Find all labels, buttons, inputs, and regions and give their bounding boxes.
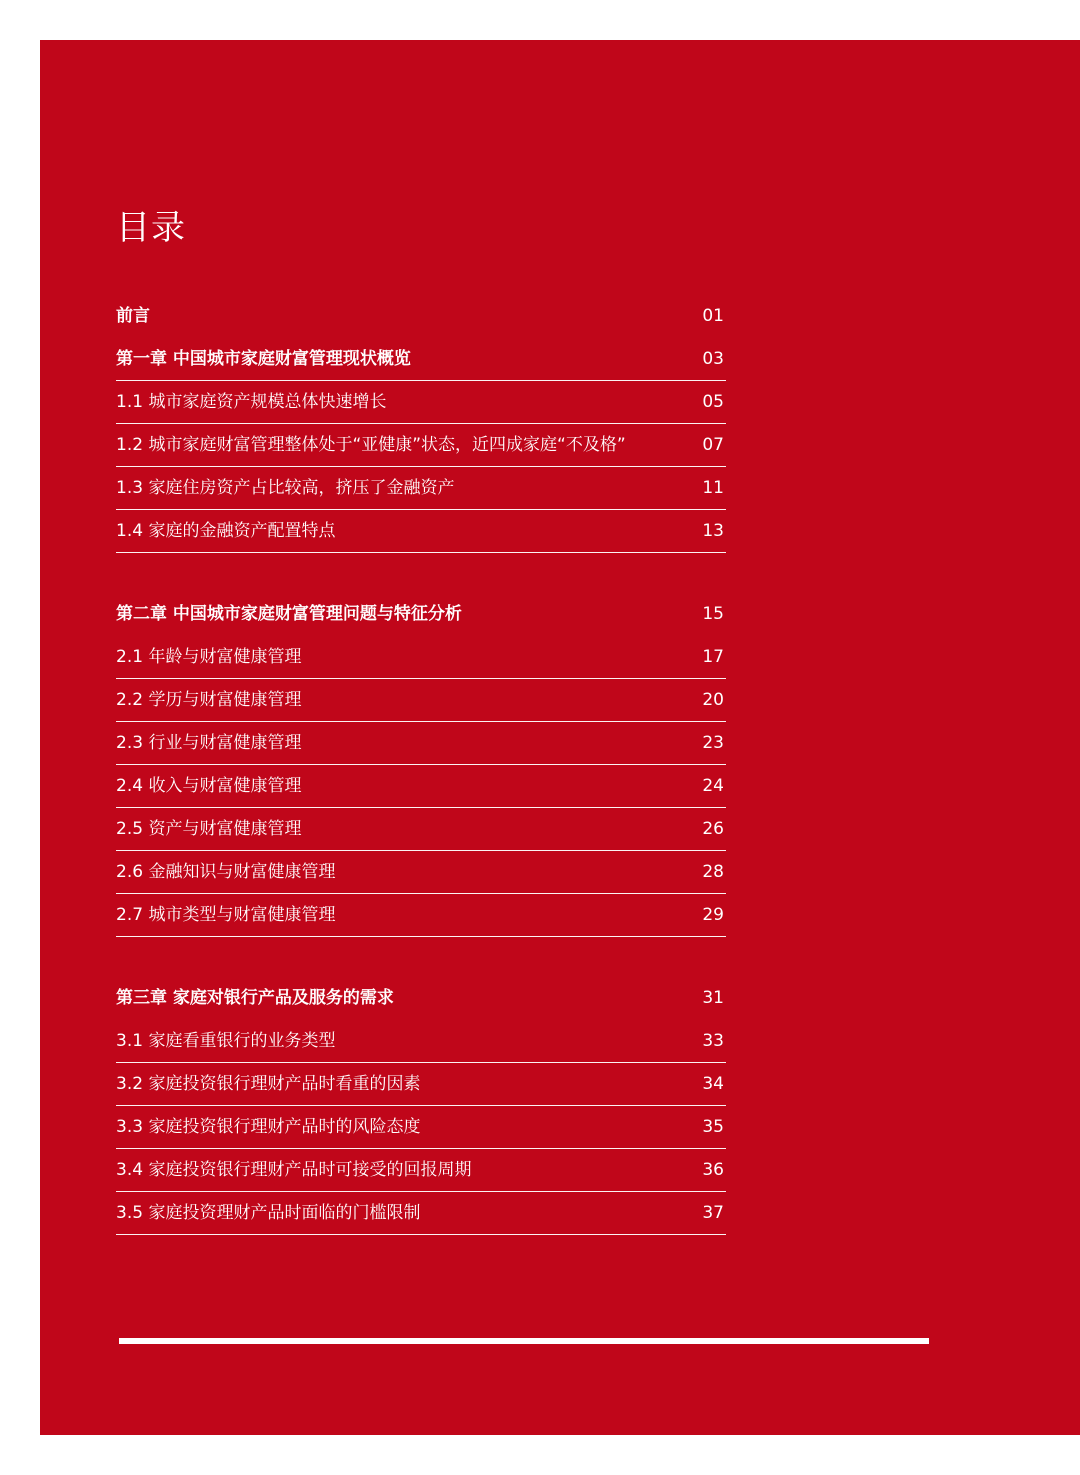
toc-entry-page: 15 bbox=[702, 604, 724, 624]
toc-entry-page: 23 bbox=[702, 733, 724, 753]
toc-entry-label: 2.5 资产与财富健康管理 bbox=[116, 819, 302, 839]
toc-chapter-1[interactable] bbox=[116, 338, 726, 381]
toc-section-1-1[interactable] bbox=[116, 381, 726, 424]
toc-entry-label: 1.2 城市家庭财富管理整体处于“亚健康”状态，近四成家庭“不及格” bbox=[116, 435, 626, 455]
toc-entry-label: 第三章 家庭对银行产品及服务的需求 bbox=[116, 988, 394, 1008]
toc-entry-label: 2.6 金融知识与财富健康管理 bbox=[116, 862, 336, 882]
toc-entry-label: 1.1 城市家庭资产规模总体快速增长 bbox=[116, 392, 387, 412]
toc-chapter-2[interactable] bbox=[116, 593, 726, 636]
toc-section-2-3[interactable] bbox=[116, 722, 726, 765]
table-of-contents bbox=[116, 295, 726, 1235]
toc-section-2-7[interactable] bbox=[116, 894, 726, 937]
toc-entry-label: 3.4 家庭投资银行理财产品时可接受的回报周期 bbox=[116, 1160, 472, 1180]
toc-entry-page: 31 bbox=[702, 988, 724, 1008]
toc-section-1-3[interactable] bbox=[116, 467, 726, 510]
toc-entry-page: 29 bbox=[702, 905, 724, 925]
toc-entry-page: 35 bbox=[702, 1117, 724, 1137]
footer-divider bbox=[119, 1338, 929, 1344]
toc-section-2-1[interactable] bbox=[116, 636, 726, 679]
toc-entry-label: 前言 bbox=[116, 306, 150, 326]
page-title: 目录 bbox=[116, 208, 186, 248]
toc-entry-page: 05 bbox=[702, 392, 724, 412]
toc-entry-label: 3.2 家庭投资银行理财产品时看重的因素 bbox=[116, 1074, 421, 1094]
toc-entry-page: 17 bbox=[702, 647, 724, 667]
toc-section-1-4[interactable] bbox=[116, 510, 726, 553]
toc-entry-page: 20 bbox=[702, 690, 724, 710]
toc-entry-preface[interactable] bbox=[116, 295, 726, 338]
toc-entry-label: 2.3 行业与财富健康管理 bbox=[116, 733, 302, 753]
toc-section-3-5[interactable] bbox=[116, 1192, 726, 1235]
toc-section-2-4[interactable] bbox=[116, 765, 726, 808]
toc-entry-page: 03 bbox=[702, 349, 724, 369]
toc-entry-label: 1.4 家庭的金融资产配置特点 bbox=[116, 521, 336, 541]
toc-entry-label: 3.3 家庭投资银行理财产品时的风险态度 bbox=[116, 1117, 421, 1137]
toc-section-3-4[interactable] bbox=[116, 1149, 726, 1192]
toc-entry-label: 第二章 中国城市家庭财富管理问题与特征分析 bbox=[116, 604, 462, 624]
toc-section-3-1[interactable] bbox=[116, 1020, 726, 1063]
toc-entry-page: 01 bbox=[702, 306, 724, 326]
toc-entry-page: 26 bbox=[702, 819, 724, 839]
toc-entry-page: 11 bbox=[702, 478, 724, 498]
toc-entry-label: 1.3 家庭住房资产占比较高，挤压了金融资产 bbox=[116, 478, 455, 498]
toc-section-2-5[interactable] bbox=[116, 808, 726, 851]
toc-entry-page: 28 bbox=[702, 862, 724, 882]
toc-entry-page: 36 bbox=[702, 1160, 724, 1180]
toc-section-2-6[interactable] bbox=[116, 851, 726, 894]
toc-entry-label: 3.1 家庭看重银行的业务类型 bbox=[116, 1031, 336, 1051]
toc-entry-label: 2.2 学历与财富健康管理 bbox=[116, 690, 302, 710]
toc-entry-page: 37 bbox=[702, 1203, 724, 1223]
toc-entry-page: 07 bbox=[702, 435, 724, 455]
toc-entry-page: 33 bbox=[702, 1031, 724, 1051]
toc-entry-label: 3.5 家庭投资理财产品时面临的门槛限制 bbox=[116, 1203, 421, 1223]
toc-entry-page: 24 bbox=[702, 776, 724, 796]
toc-entry-label: 2.4 收入与财富健康管理 bbox=[116, 776, 302, 796]
toc-section-3-3[interactable] bbox=[116, 1106, 726, 1149]
toc-section-1-2[interactable] bbox=[116, 424, 726, 467]
toc-entry-label: 第一章 中国城市家庭财富管理现状概览 bbox=[116, 349, 411, 369]
toc-section-2-2[interactable] bbox=[116, 679, 726, 722]
toc-entry-label: 2.1 年龄与财富健康管理 bbox=[116, 647, 302, 667]
toc-entry-page: 13 bbox=[702, 521, 724, 541]
toc-entry-page: 34 bbox=[702, 1074, 724, 1094]
toc-section-3-2[interactable] bbox=[116, 1063, 726, 1106]
toc-entry-label: 2.7 城市类型与财富健康管理 bbox=[116, 905, 336, 925]
toc-chapter-3[interactable] bbox=[116, 977, 726, 1020]
